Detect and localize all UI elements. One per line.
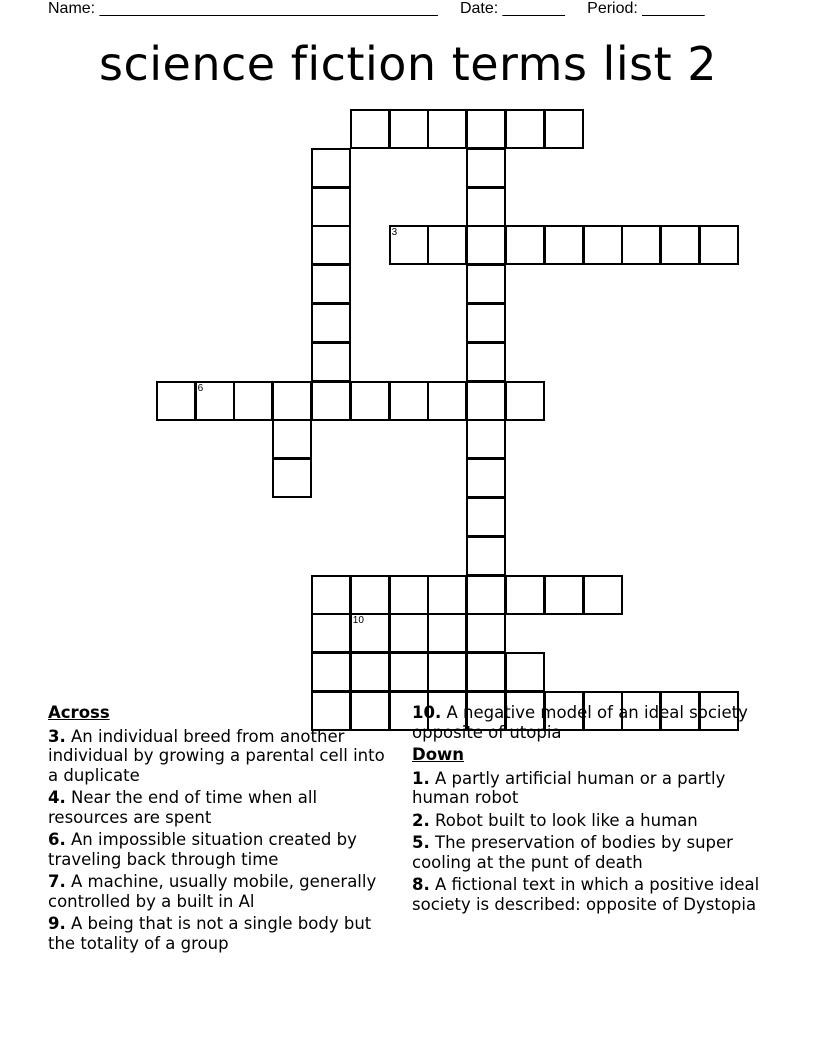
- grid-cell[interactable]: [311, 342, 351, 382]
- grid-cell[interactable]: [311, 225, 351, 265]
- grid-cell[interactable]: [466, 536, 506, 576]
- clue-across-4: [48, 788, 393, 827]
- grid-cell[interactable]: [311, 381, 351, 421]
- grid-cell[interactable]: [389, 109, 429, 149]
- grid-cell[interactable]: [311, 303, 351, 343]
- grid-cell[interactable]: [350, 575, 390, 615]
- grid-cell[interactable]: [389, 381, 429, 421]
- clue-down-2: [412, 811, 772, 831]
- clue-number: 7.: [48, 872, 66, 891]
- clue-across-3: [48, 727, 393, 786]
- clue-text: A partly artificial human or a partly human robot: [412, 768, 726, 807]
- clue-text: An individual breed from another individual by growing a parental cell into a duplicate: [48, 726, 385, 785]
- grid-cell[interactable]: [272, 419, 312, 459]
- clue-number: 6.: [48, 830, 66, 849]
- grid-cell[interactable]: [389, 225, 429, 265]
- grid-cell[interactable]: [466, 652, 506, 692]
- grid-cell[interactable]: [621, 225, 661, 265]
- grid-cell[interactable]: [427, 652, 467, 692]
- grid-cell[interactable]: [660, 225, 700, 265]
- clues-left-column: [48, 703, 393, 956]
- grid-cell[interactable]: [466, 419, 506, 459]
- grid-cell[interactable]: [311, 264, 351, 304]
- grid-cell[interactable]: [466, 342, 506, 382]
- grid-cell[interactable]: [466, 187, 506, 227]
- clue-number: 10.: [412, 703, 442, 722]
- cell-number: 3: [391, 227, 398, 239]
- grid-cell[interactable]: [427, 109, 467, 149]
- clue-text: An impossible situation created by traveling back through time: [48, 830, 357, 869]
- clue-text: A being that is not a single body but the totality of a group: [48, 914, 372, 953]
- grid-cell[interactable]: [466, 148, 506, 188]
- grid-cell[interactable]: [311, 575, 351, 615]
- grid-cell[interactable]: [505, 381, 545, 421]
- clue-across-6: [48, 830, 393, 869]
- grid-cell[interactable]: [427, 225, 467, 265]
- page-title: science fiction terms list 2: [99, 37, 717, 91]
- clue-down-1: [412, 769, 772, 808]
- grid-cell[interactable]: [505, 225, 545, 265]
- across-heading: Across: [48, 703, 110, 722]
- clue-number: 9.: [48, 914, 66, 933]
- grid-cell[interactable]: [427, 575, 467, 615]
- down-heading: Down: [412, 745, 465, 764]
- grid-cell[interactable]: [350, 613, 390, 653]
- cell-number: 10: [352, 615, 364, 627]
- clue-text: Robot built to look like a human: [435, 810, 698, 830]
- grid-cell[interactable]: [350, 381, 390, 421]
- grid-cell[interactable]: [466, 575, 506, 615]
- clue-across-10: [412, 703, 772, 742]
- grid-cell[interactable]: [544, 109, 584, 149]
- clue-across-9: [48, 914, 393, 953]
- clue-text: The preservation of bodies by super cooling at the punt of death: [412, 833, 733, 872]
- clues-right-column: [412, 703, 772, 917]
- grid-cell[interactable]: [466, 109, 506, 149]
- clue-number: 1.: [412, 768, 430, 788]
- clue-text: Near the end of time when all resources are spent: [48, 788, 318, 827]
- grid-cell[interactable]: [389, 613, 429, 653]
- clue-across-7: [48, 872, 393, 911]
- clue-number: 2.: [412, 810, 430, 830]
- clue-down-5: [412, 833, 772, 872]
- clue-number: 5.: [412, 833, 430, 852]
- grid-cell[interactable]: [350, 109, 390, 149]
- clue-text: A machine, usually mobile, generally controlled by a built in Al: [48, 872, 377, 911]
- grid-cell[interactable]: [544, 575, 584, 615]
- grid-cell[interactable]: [311, 652, 351, 692]
- grid-cell[interactable]: [466, 225, 506, 265]
- clue-down-8: [412, 875, 772, 914]
- grid-cell[interactable]: [466, 381, 506, 421]
- grid-cell[interactable]: [195, 381, 235, 421]
- grid-cell[interactable]: [583, 575, 623, 615]
- grid-cell[interactable]: [389, 575, 429, 615]
- grid-cell[interactable]: [466, 458, 506, 498]
- cell-number: 6: [197, 382, 204, 394]
- clue-text: A negative model of an ideal society opposite of utopia: [412, 703, 748, 742]
- grid-cell[interactable]: [233, 381, 273, 421]
- grid-cell[interactable]: [272, 458, 312, 498]
- grid-cell[interactable]: [505, 109, 545, 149]
- grid-cell[interactable]: [505, 575, 545, 615]
- grid-cell[interactable]: [544, 225, 584, 265]
- grid-cell[interactable]: [311, 148, 351, 188]
- grid-cell[interactable]: [466, 613, 506, 653]
- clue-number: 4.: [48, 788, 66, 807]
- clue-text: A fictional text in which a positive ideal society is described: opposite of Dystopia: [412, 875, 760, 914]
- clue-number: 3.: [48, 726, 66, 746]
- grid-cell[interactable]: [389, 652, 429, 692]
- grid-cell[interactable]: [427, 613, 467, 653]
- clue-number: 8.: [412, 875, 430, 894]
- header-fields: Name: ______________________________________ Date: _______ Period: _______: [48, 0, 705, 17]
- grid-cell[interactable]: [699, 225, 739, 265]
- grid-cell[interactable]: [272, 381, 312, 421]
- grid-cell[interactable]: [466, 303, 506, 343]
- grid-cell[interactable]: [466, 264, 506, 304]
- grid-cell[interactable]: [583, 225, 623, 265]
- grid-cell[interactable]: [311, 613, 351, 653]
- grid-cell[interactable]: [466, 497, 506, 537]
- grid-cell[interactable]: [350, 652, 390, 692]
- grid-cell[interactable]: [427, 381, 467, 421]
- grid-cell[interactable]: [311, 187, 351, 227]
- grid-cell[interactable]: [156, 381, 196, 421]
- grid-cell[interactable]: [505, 652, 545, 692]
